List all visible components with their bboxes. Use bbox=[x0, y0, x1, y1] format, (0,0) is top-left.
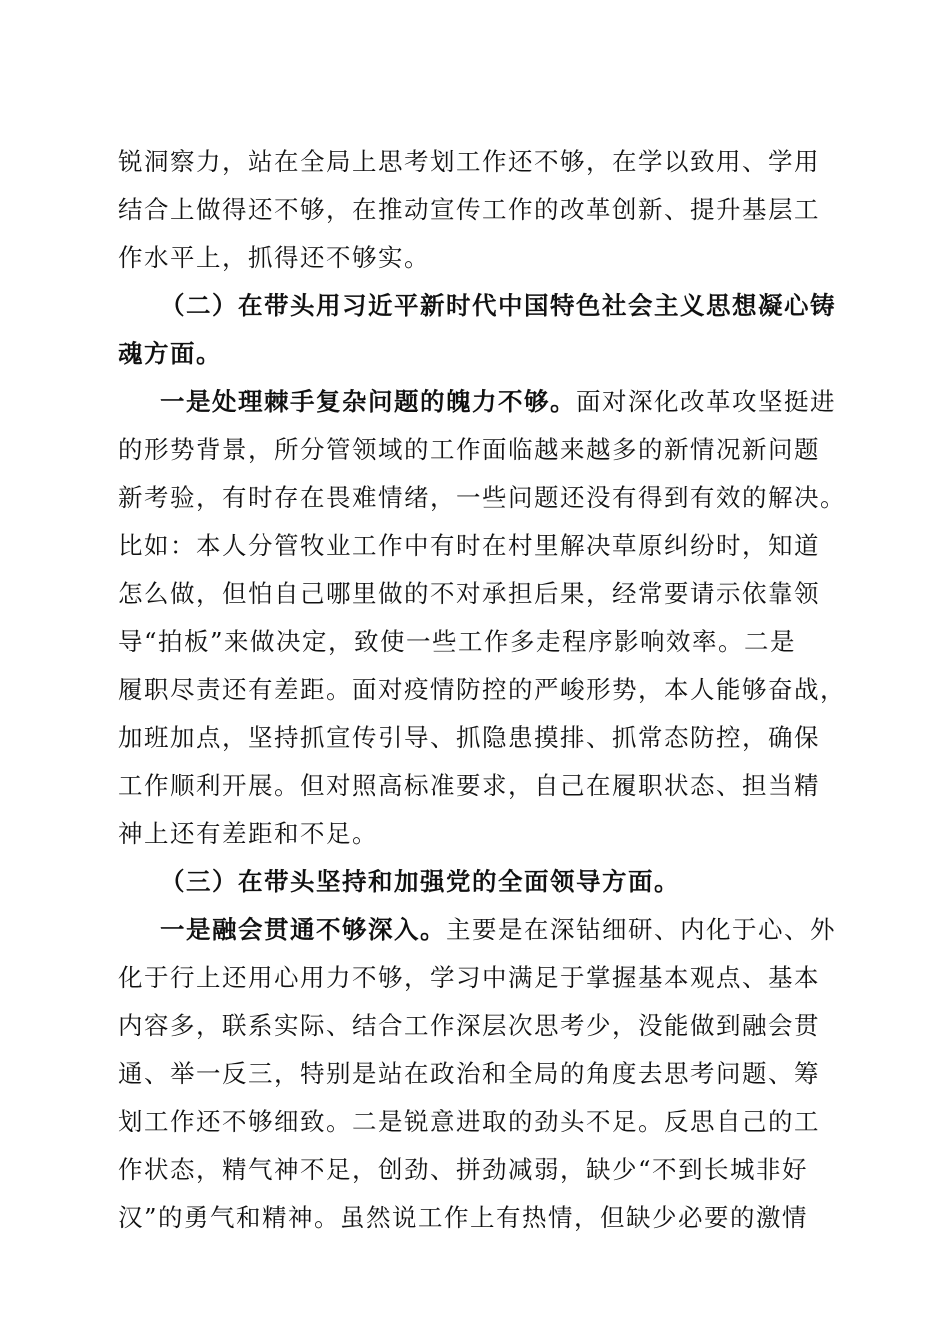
body-line: 划工作还不够细致。二是锐意进取的劲头不足。反思自己的工 bbox=[118, 1107, 820, 1136]
point-lead: 一是融会贯通不够深入。 bbox=[160, 915, 446, 944]
body-line: 比如：本人分管牧业工作中有时在村里解决草原纠纷时，知道 bbox=[118, 531, 820, 560]
body-line: 通、举一反三，特别是站在政治和全局的角度去思考问题、筹 bbox=[118, 1059, 820, 1088]
body-line: 作状态，精气神不足，创劲、拼劲减弱，缺少“不到长城非好 bbox=[118, 1155, 809, 1184]
body-line: 汉”的勇气和精神。虽然说工作上有热情，但缺少必要的激情 bbox=[118, 1203, 809, 1232]
body-line: 内容多，联系实际、结合工作深层次思考少，没能做到融会贯 bbox=[118, 1011, 820, 1040]
point-text: 主要是在深钻细研、内化于心、外 bbox=[446, 915, 836, 944]
point-text: 面对深化改革攻坚挺进 bbox=[576, 387, 836, 416]
body-line: 工作顺利开展。但对照高标准要求，自己在履职状态、担当精 bbox=[118, 771, 820, 800]
body-line: 导“拍板”来做决定，致使一些工作多走程序影响效率。二是 bbox=[118, 627, 797, 656]
section-heading-3: （三）在带头坚持和加强党的全面领导方面。 bbox=[160, 867, 680, 896]
section-heading-2-cont: 魂方面。 bbox=[118, 339, 222, 368]
body-line: 怎么做，但怕自己哪里做的不对承担后果，经常要请示依靠领 bbox=[118, 579, 820, 608]
body-line: 履职尽责还有差距。面对疫情防控的严峻形势，本人能够奋战， bbox=[118, 675, 846, 704]
paragraph-line bbox=[160, 906, 840, 954]
body-line: 加班加点，坚持抓宣传引导、抓隐患摸排、抓常态防控，确保 bbox=[118, 723, 820, 752]
body-line: 的形势背景，所分管领域的工作面临越来越多的新情况新问题 bbox=[118, 435, 820, 464]
section-heading-2: （二）在带头用习近平新时代中国特色社会主义思想凝心铸 bbox=[160, 291, 836, 320]
paragraph-line bbox=[160, 378, 840, 426]
body-line: 作水平上，抓得还不够实。 bbox=[118, 243, 430, 272]
point-lead: 一是处理棘手复杂问题的魄力不够。 bbox=[160, 387, 576, 416]
body-line: 结合上做得还不够，在推动宣传工作的改革创新、提升基层工 bbox=[118, 195, 820, 224]
body-line: 神上还有差距和不足。 bbox=[118, 819, 378, 848]
body-line: 锐洞察力，站在全局上思考划工作还不够，在学以致用、学用 bbox=[118, 147, 820, 176]
body-line: 化于行上还用心用力不够，学习中满足于掌握基本观点、基本 bbox=[118, 963, 820, 992]
body-line: 新考验，有时存在畏难情绪，一些问题还没有得到有效的解决。 bbox=[118, 483, 846, 512]
